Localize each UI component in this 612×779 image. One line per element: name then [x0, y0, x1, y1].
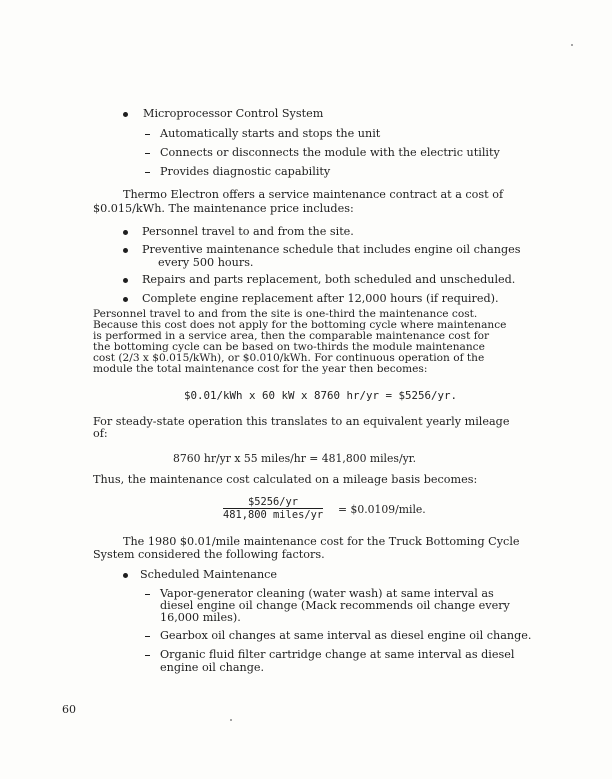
paragraph-line: the bottoming cycle can be based on two-thirds the module maintenance	[93, 341, 485, 353]
include-item: Repairs and parts replacement, both scheduled and unscheduled.	[142, 273, 516, 286]
bullet-icon	[123, 112, 128, 117]
control-item: Provides diagnostic capability	[160, 165, 331, 178]
equation-annual-cost: $0.01/kWh x 60 kW x 8760 hr/yr = $5256/yr.	[184, 389, 458, 402]
bullet-icon	[123, 573, 128, 578]
equation-yearly-mileage: 8760 hr/yr x 55 miles/hr = 481,800 miles/yr.	[173, 452, 417, 465]
scheduled-item: Vapor-generator cleaning (water wash) at same interval as	[160, 587, 494, 600]
dash-icon	[145, 655, 150, 656]
paragraph-line: cost (2/3 x $0.015/kWh), or $0.010/kWh. For continuous operation of the	[93, 352, 485, 364]
steady-state-line: For steady-state operation this translates to an equivalent yearly mileage	[93, 415, 510, 428]
steady-state-line: of:	[93, 427, 108, 440]
include-item: Complete engine replacement after 12,000 hours (if required).	[142, 292, 499, 305]
paragraph-line: Because this cost does not apply for the bottoming cycle where maintenance	[93, 319, 507, 331]
mileage-basis-text: Thus, the maintenance cost calculated on a mileage basis becomes:	[93, 473, 478, 486]
scan-speck	[230, 719, 232, 721]
dash-icon	[145, 134, 150, 135]
page-number: 60	[62, 703, 76, 716]
scheduled-item-cont: engine oil change.	[160, 661, 265, 674]
dash-icon	[145, 172, 150, 173]
paragraph-line: Personnel travel to and from the site is one-third the maintenance cost.	[93, 308, 478, 320]
factors-intro-line: The 1980 $0.01/mile maintenance cost for the Truck Bottoming Cycle	[123, 535, 520, 548]
equation-fraction	[223, 496, 323, 521]
include-item: Personnel travel to and from the site.	[142, 225, 354, 238]
fraction-denominator: 481,800 miles/yr	[223, 509, 324, 521]
dash-icon	[145, 153, 150, 154]
scheduled-item-cont: 16,000 miles).	[160, 611, 241, 624]
include-item: Preventive maintenance schedule that includes engine oil changes	[142, 243, 521, 256]
control-item: Automatically starts and stops the unit	[160, 127, 381, 140]
scheduled-item: Gearbox oil changes at same interval as diesel engine oil change.	[160, 629, 532, 642]
dash-icon	[145, 594, 150, 595]
include-item-cont: every 500 hours.	[158, 256, 254, 269]
bullet-icon	[123, 278, 128, 283]
paragraph-line: module the total maintenance cost for the year then becomes:	[93, 363, 428, 375]
control-system-title: Microprocessor Control System	[143, 107, 324, 120]
bullet-icon	[123, 297, 128, 302]
contract-intro-line: $0.015/kWh. The maintenance price includes:	[93, 202, 354, 215]
scan-speck	[571, 44, 573, 46]
factors-intro-line: System considered the following factors.	[93, 548, 325, 561]
scheduled-title: Scheduled Maintenance	[140, 568, 278, 581]
scheduled-item-cont: diesel engine oil change (Mack recommends oil change every	[160, 599, 510, 612]
equation-result: = $0.0109/mile.	[338, 503, 426, 516]
scheduled-item: Organic fluid filter cartridge change at same interval as diesel	[160, 648, 515, 661]
bullet-icon	[123, 248, 128, 253]
fraction-numerator: $5256/yr	[223, 496, 323, 509]
dash-icon	[145, 636, 150, 637]
paragraph-line: is performed in a service area, then the comparable maintenance cost for	[93, 330, 490, 342]
contract-intro-line: Thermo Electron offers a service maintenance contract at a cost of	[123, 188, 504, 201]
bullet-icon	[123, 230, 128, 235]
control-item: Connects or disconnects the module with the electric utility	[160, 146, 500, 159]
